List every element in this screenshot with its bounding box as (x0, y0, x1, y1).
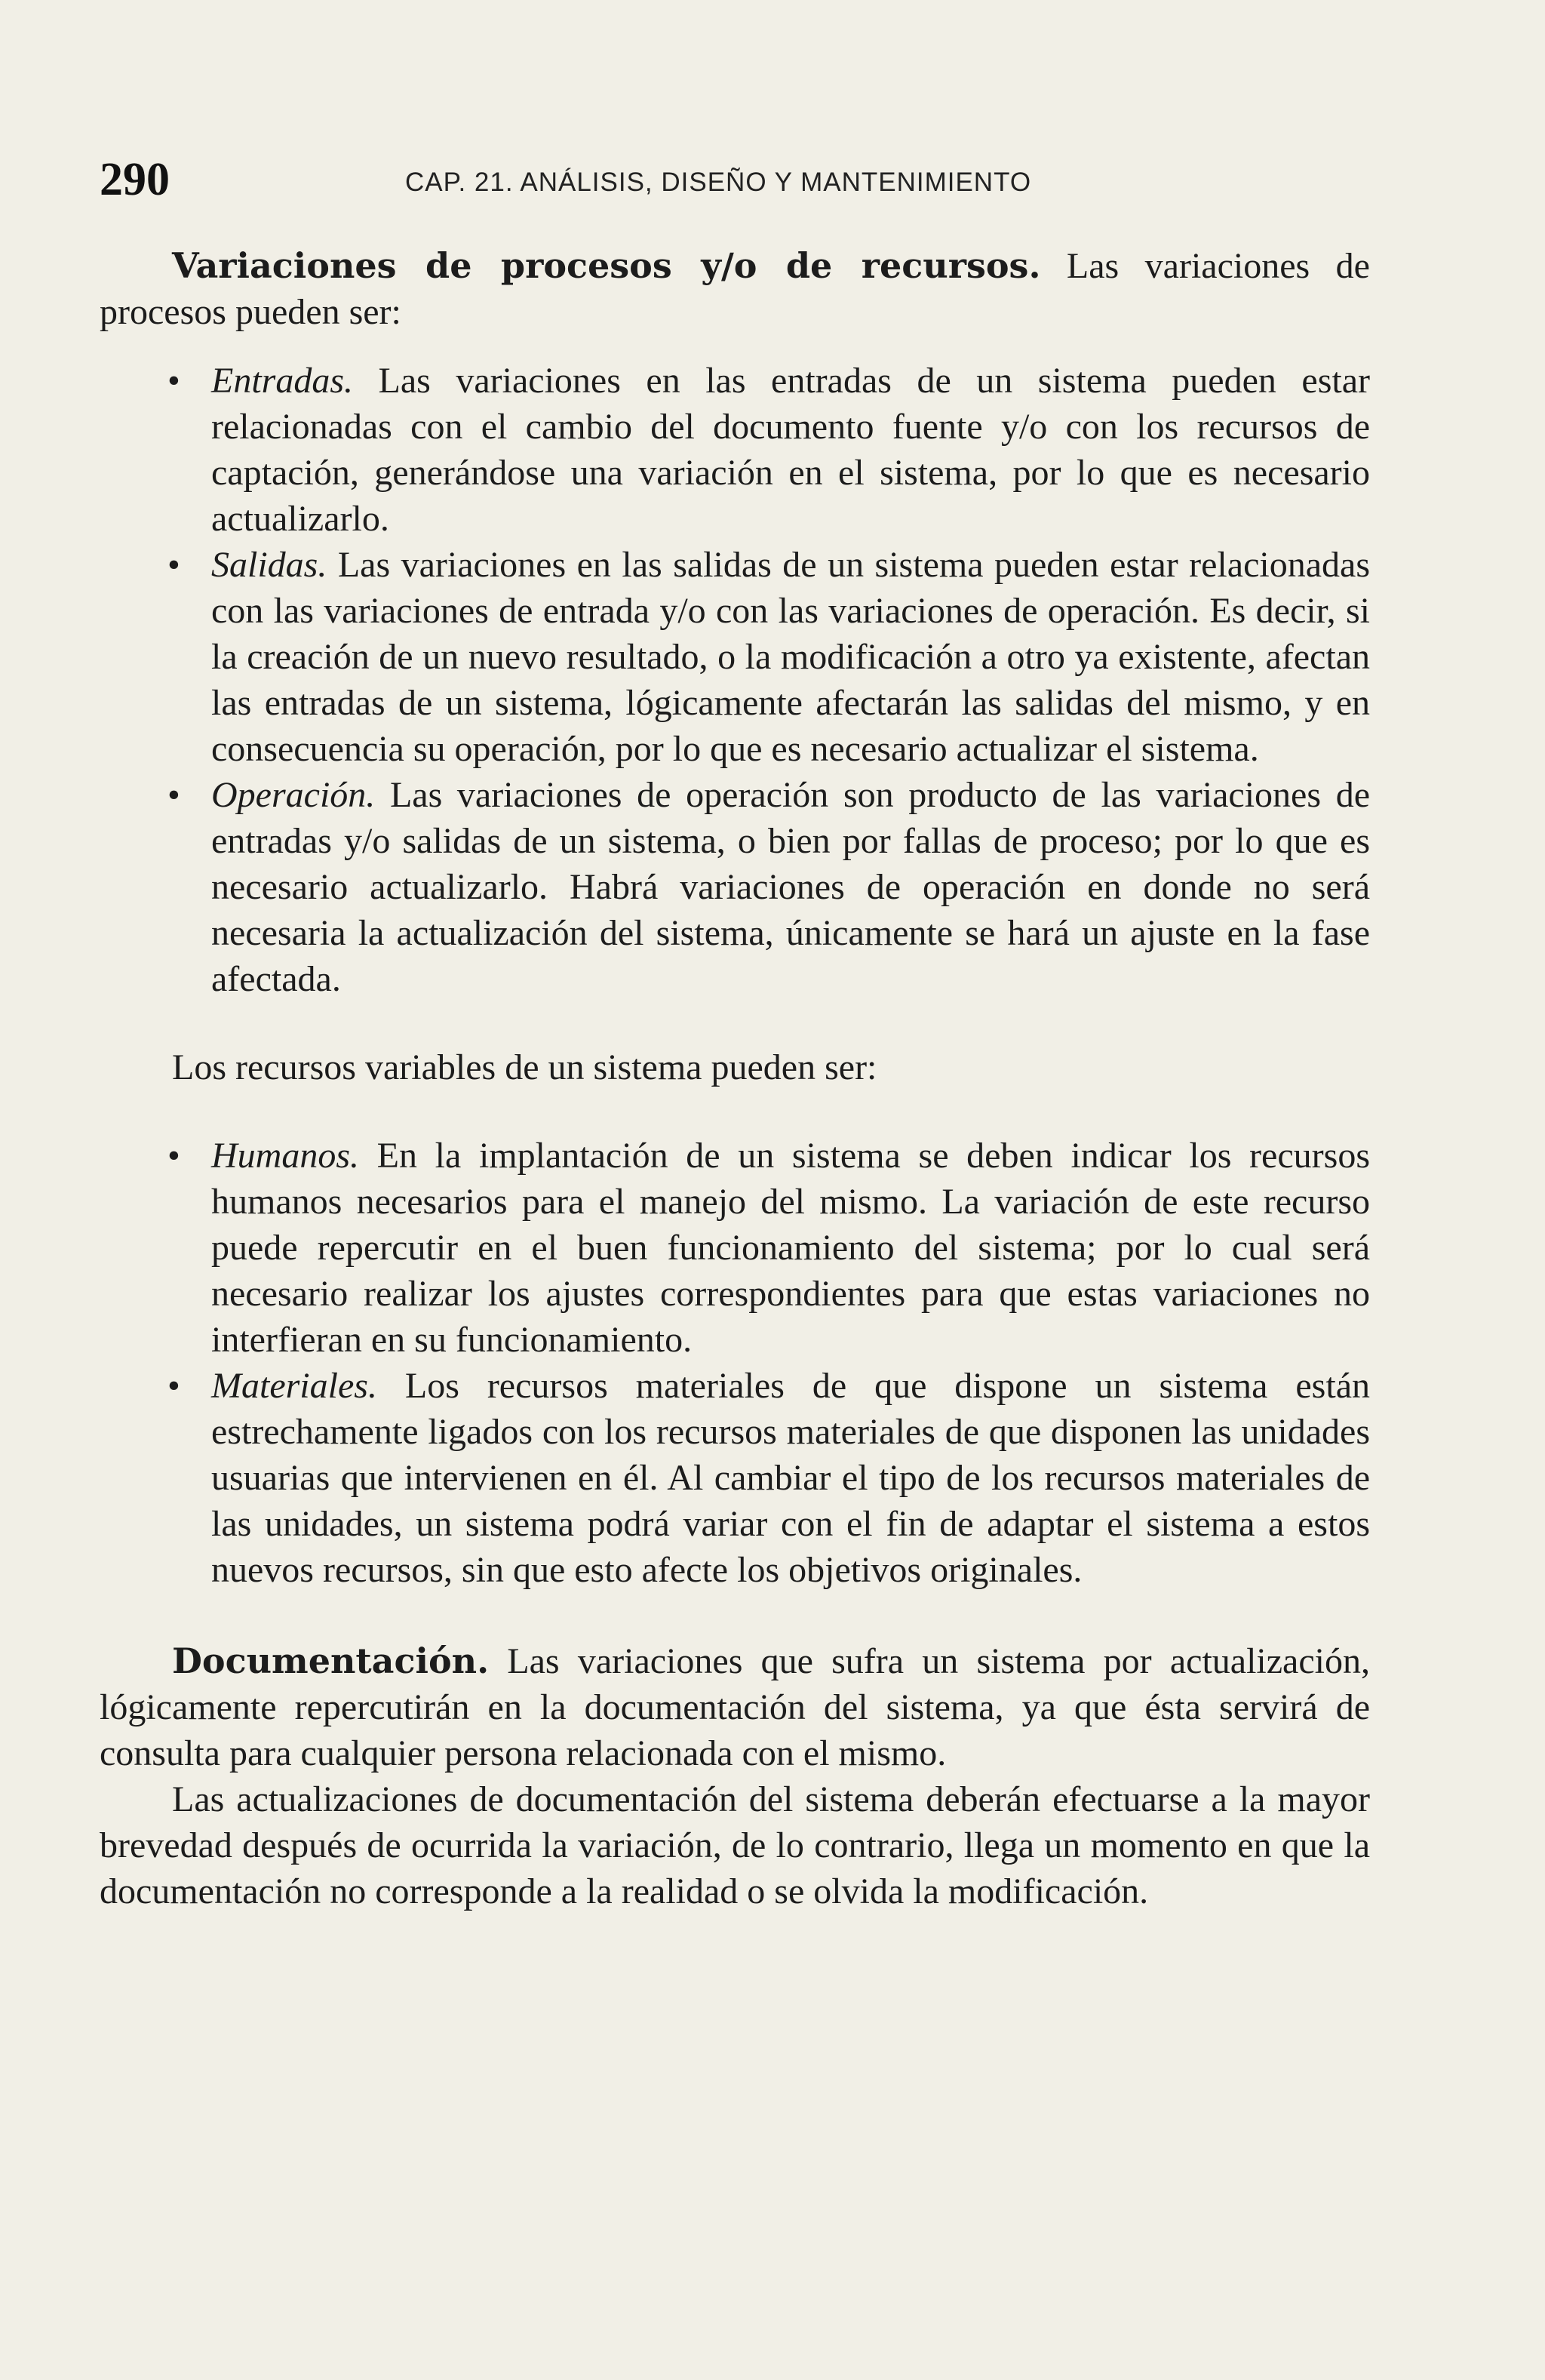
list-item-term: Operación. (211, 775, 376, 815)
list-item-text: En la implantación de un sistema se deben indicar los recursos humanos necesarios para el manejo del mismo. La variación de este recurso puede repercutir en el buen funcionamiento del sistema; por lo cual será necesario realizar los ajustes correspondientes para que estas variaciones no interfieran en su funcionamiento. (211, 1136, 1370, 1360)
list-item-salidas (167, 542, 1370, 772)
page-number: 290 (100, 154, 170, 205)
list-item-text: Las variaciones de operación son producto de las variaciones de entradas y/o salidas de un sistema, o bien por fallas de proceso; por lo que es necesario actualizarlo. Habrá variaciones de operación en donde no será necesaria la actualización del sistema, únicamente se hará un ajuste en la fase afectada. (211, 775, 1370, 999)
paragraph-documentation (100, 1638, 1370, 1776)
list-item-materiales (167, 1363, 1370, 1593)
paragraph-documentation-updates: Las actualizaciones de documentación del sistema deberán efectuarse a la mayor brevedad después de ocurrida la variación, de lo contrario, llega un momento en que la documentación no corresponde a la realidad o se olvida la modificación. (100, 1779, 1370, 1911)
bullet-icon: • (167, 545, 180, 585)
bullet-icon: • (167, 775, 180, 815)
list-item-text: Las variaciones en las entradas de un sistema pueden estar relacionadas con el cambio del documento fuente y/o con los recursos de captación, generándose una variación en el sistema, por lo que es necesario actualizarlo. (211, 361, 1370, 539)
paragraph-text: Las variaciones de procesos pueden ser: (100, 246, 1370, 332)
bullet-icon: • (167, 1366, 180, 1406)
resource-variations-list (100, 1133, 1370, 1593)
page-header (100, 149, 1370, 210)
list-item-humanos (167, 1133, 1370, 1363)
paragraph-resources-intro: Los recursos variables de un sistema pueden ser: (172, 1047, 877, 1087)
list-item-text: Los recursos materiales de que dispone un sistema están estrechamente ligados con los recursos materiales de que disponen las unidades usuarias que intervienen en él. Al cambiar el tipo de los recursos materiales de las unidades, un sistema podrá variar con el fin de adaptar el sistema a estos nuevos recursos, sin que esto afecte los objetivos originales. (211, 1366, 1370, 1590)
paragraph-text: Las variaciones que sufra un sistema por actualización, lógicamente repercutirán en la documentación del sistema, ya que ésta servirá de consulta para cualquier persona relacionada con el mismo. (100, 1641, 1370, 1773)
paragraph-process-variations (100, 243, 1370, 335)
list-item-text: Las variaciones en las salidas de un sistema pueden estar relacionadas con las variaciones de entrada y/o con las variaciones de operación. Es decir, si la creación de un nuevo resultado, o la modificación a otro ya existente, afectan las entradas de un sistema, lógicamente afectarán las salidas del mismo, y en consecuencia su operación, por lo que es necesario actualizar el sistema. (211, 545, 1370, 769)
list-item-entradas (167, 358, 1370, 542)
bullet-icon: • (167, 1136, 180, 1176)
bullet-icon: • (167, 361, 180, 401)
section-heading-variations: Variaciones de procesos y/o de recursos. (172, 245, 1041, 286)
running-head: CAP. 21. ANÁLISIS, DISEÑO Y MANTENIMIENTO (405, 168, 1032, 197)
process-variations-list (100, 358, 1370, 1002)
body-text (100, 243, 1370, 1914)
list-item-term: Salidas. (211, 545, 327, 585)
list-item-term: Entradas. (211, 361, 354, 401)
list-item-term: Materiales. (211, 1366, 377, 1406)
list-item-term: Humanos. (211, 1136, 360, 1176)
list-item-operacion (167, 772, 1370, 1002)
section-heading-documentation: Documentación. (172, 1640, 490, 1681)
